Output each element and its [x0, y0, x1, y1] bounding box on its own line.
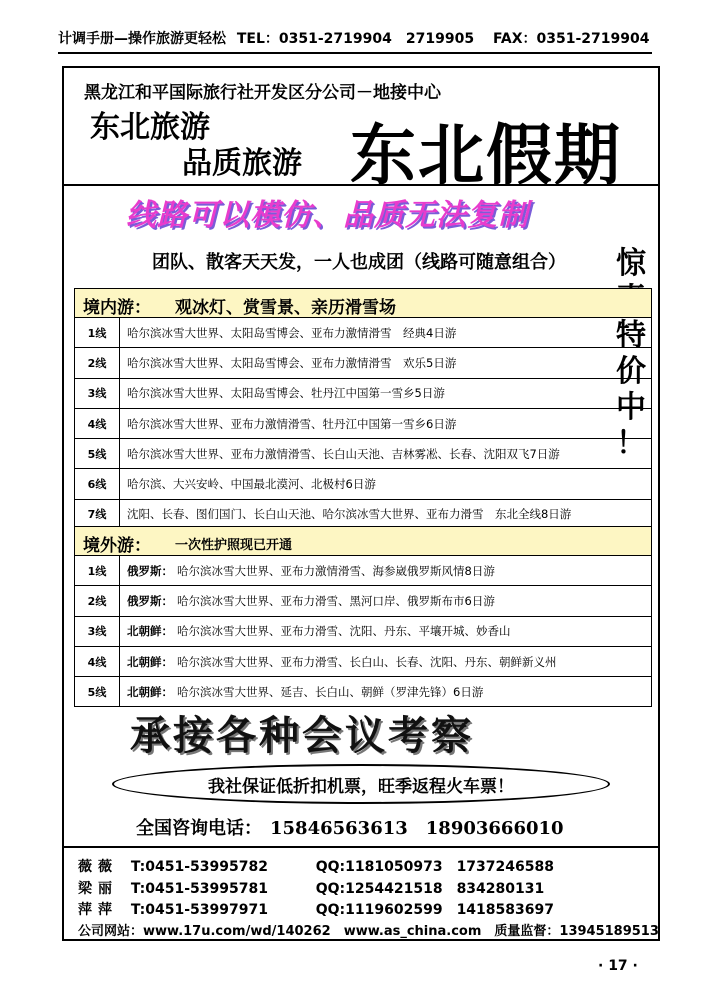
route-country: 俄罗斯：	[127, 563, 173, 578]
route-desc: 哈尔滨冰雪大世界、延吉、长白山、朝鲜（罗津先锋）6日游	[177, 684, 484, 699]
header-title: 计调手册—操作旅游更轻松	[58, 31, 226, 47]
contact-name: 薇薇	[78, 859, 118, 875]
side-char: 惊	[616, 246, 646, 281]
ticket-guarantee	[112, 764, 610, 804]
overseas-rows	[75, 556, 651, 706]
header-fax: FAX：0351-2719904	[492, 31, 650, 47]
header-tel: TEL：0351-2719904 2719905	[236, 31, 475, 47]
route-country: 北朝鲜：	[127, 654, 173, 669]
route-number: 1线	[75, 318, 120, 347]
route-desc-wrap	[127, 556, 495, 585]
overseas-label: 境外游：	[83, 536, 151, 556]
overseas-topic: 一次性护照现已开通	[175, 538, 293, 553]
route-desc: 哈尔滨、大兴安岭、中国最北漠河、北极村6日游	[127, 477, 376, 492]
side-char: ！	[616, 426, 646, 461]
route-number: 5线	[75, 677, 120, 706]
route-desc: 哈尔滨冰雪大世界、太阳岛雪博会、亚布力激情滑雪 欢乐5日游	[127, 355, 457, 370]
route-desc-wrap	[127, 617, 511, 646]
route-number: 7线	[75, 500, 120, 529]
route-number: 1线	[75, 556, 120, 585]
overseas-header	[75, 527, 651, 556]
ticket-text: 我社保证低折扣机票，旺季返程火车票！	[208, 776, 514, 797]
route-desc: 哈尔滨冰雪大世界、亚布力激情滑雪、牡丹江中国第一雪乡6日游	[127, 416, 457, 431]
main-title: 东北假期	[350, 117, 622, 194]
hotline-label: 全国咨询电话：	[136, 818, 262, 839]
contact-qq: QQ:1254421518 834280131	[315, 881, 545, 897]
domestic-rows	[75, 318, 651, 529]
subtitle-northeast-travel: 东北旅游	[90, 110, 210, 145]
side-char: 价	[616, 354, 646, 389]
route-desc: 哈尔滨冰雪大世界、亚布力滑雪、黑河口岸、俄罗斯布市6日游	[177, 593, 495, 608]
overseas-section	[74, 526, 652, 707]
route-desc: 哈尔滨冰雪大世界、亚布力滑雪、长白山、长春、沈阳、丹东、朝鲜新义州	[177, 654, 557, 669]
slogan: 线路可以模仿、品质无法复制	[126, 198, 529, 233]
advertisement-frame	[62, 66, 660, 941]
table-row	[75, 347, 651, 377]
route-number: 3线	[75, 379, 120, 408]
domestic-topic: 观冰灯、赏雪景、亲历滑雪场	[175, 298, 396, 318]
route-desc: 哈尔滨冰雪大世界、亚布力激情滑雪、长白山天池、吉林雾凇、长春、沈阳双飞7日游	[127, 446, 560, 461]
route-desc-wrap	[127, 647, 557, 676]
company-website: 公司网站：www.17u.com/wd/140262 www.as_china.com 质量监督：13945189513	[78, 924, 659, 939]
agency-name: 黑龙江和平国际旅行社开发区分公司－地接中心	[84, 83, 441, 103]
running-header	[58, 28, 652, 54]
route-desc-wrap	[127, 677, 483, 706]
contact-tel: T:0451-53995781	[130, 881, 268, 897]
route-country: 俄罗斯：	[127, 593, 173, 608]
route-number: 2线	[75, 586, 120, 615]
route-desc-wrap	[127, 586, 495, 615]
route-desc: 哈尔滨冰雪大世界、亚布力激情滑雪、海参崴俄罗斯风情8日游	[177, 563, 495, 578]
contact-row	[78, 856, 554, 876]
table-row	[75, 318, 651, 347]
tour-intro: 团队、散客天天发，一人也成团（线路可随意组合）	[152, 252, 566, 273]
route-desc: 沈阳、长春、图们国门、长白山天池、哈尔滨冰雪大世界、亚布力滑雪 东北全线8日游	[127, 507, 572, 522]
contact-tel: T:0451-53995782	[130, 859, 268, 875]
contact-name: 梁丽	[78, 881, 118, 897]
contact-tel: T:0451-53997971	[130, 902, 268, 918]
table-row	[75, 438, 651, 468]
route-number: 3线	[75, 617, 120, 646]
national-hotline	[136, 814, 564, 840]
page-number: · 17 ·	[598, 958, 638, 974]
route-number: 4线	[75, 409, 120, 438]
domestic-section	[74, 288, 652, 530]
contact-row	[78, 878, 544, 898]
hotline-numbers: 15846563613 18903666010	[270, 818, 564, 839]
table-row	[75, 556, 651, 585]
table-row	[75, 676, 651, 706]
meeting-banner: 承接各种会议考察	[130, 713, 474, 759]
route-country: 北朝鲜：	[127, 624, 173, 639]
contact-qq: QQ:1119602599 1418583697	[315, 902, 554, 918]
side-char: 特	[616, 318, 646, 353]
contact-name: 萍萍	[78, 902, 118, 918]
route-country: 北朝鲜：	[127, 684, 173, 699]
subtitle-quality-travel: 品质旅游	[182, 146, 302, 181]
title-divider	[64, 184, 658, 186]
table-row	[75, 378, 651, 408]
contact-row	[78, 899, 554, 919]
route-desc: 哈尔滨冰雪大世界、亚布力滑雪、沈阳、丹东、平壤开城、妙香山	[177, 624, 511, 639]
route-desc: 哈尔滨冰雪大世界、太阳岛雪博会、牡丹江中国第一雪乡5日游	[127, 386, 445, 401]
table-row	[75, 408, 651, 438]
route-number: 6线	[75, 469, 120, 498]
table-row	[75, 646, 651, 676]
route-desc: 哈尔滨冰雪大世界、太阳岛雪博会、亚布力激情滑雪 经典4日游	[127, 325, 457, 340]
route-number: 4线	[75, 647, 120, 676]
table-row	[75, 468, 651, 498]
route-number: 5线	[75, 439, 120, 468]
domestic-header	[75, 289, 651, 318]
table-row	[75, 499, 651, 529]
contact-qq: QQ:1181050973 1737246588	[315, 859, 554, 875]
table-row	[75, 585, 651, 615]
table-row	[75, 616, 651, 646]
domestic-label: 境内游：	[83, 298, 151, 318]
route-number: 2线	[75, 348, 120, 377]
contact-divider	[64, 846, 658, 848]
side-char: 中	[616, 390, 646, 425]
